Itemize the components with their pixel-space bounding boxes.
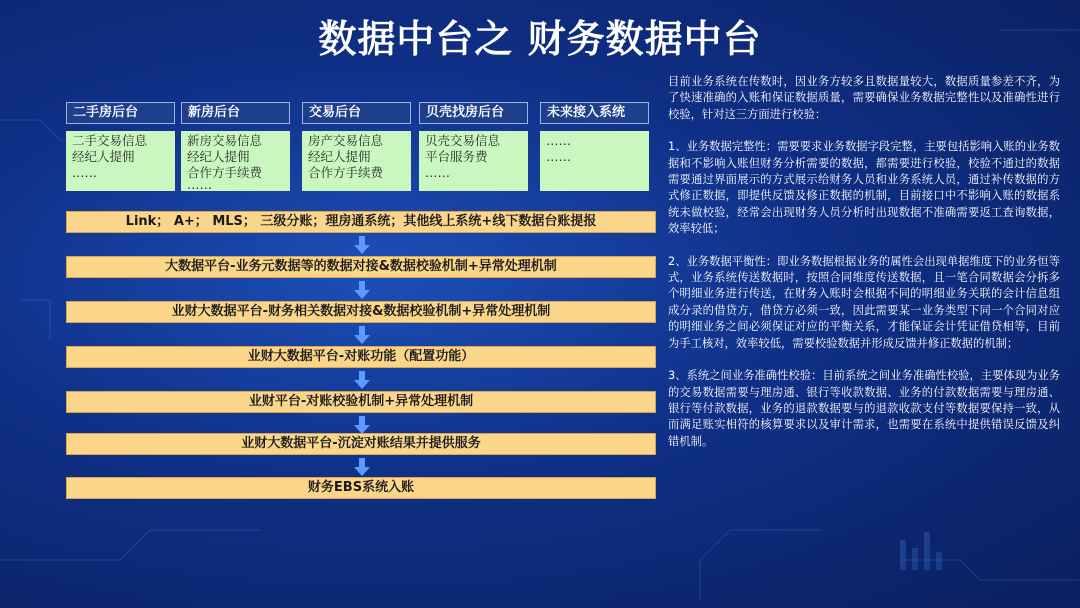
source-header-transaction: 交易后台 (302, 102, 411, 124)
source-line: 经纪人提佣 (72, 149, 135, 164)
source-line: 房产交易信息 (308, 133, 384, 148)
flow-step-ebs-posting: 财务EBS系统入账 (66, 477, 656, 499)
source-box-transaction (302, 131, 411, 191)
source-line: 贝壳交易信息 (425, 133, 501, 148)
flow-step-bigdata-platform: 大数据平台-业务元数据等的数据对接&数据校验机制+异常处理机制 (66, 256, 656, 278)
source-line: …… (72, 165, 97, 180)
description-intro: 目前业务系统在传数时，因业务方较多且数据量较大，数据质量参差不齐，为了快速准确的入账和保证数据质量，需要确保业务数据完整性以及准确性进行校验，针对这三方面进行校验： (668, 75, 1060, 121)
flow-step-results-service: 业财大数据平台-沉淀对账结果并提供服务 (66, 433, 656, 455)
description-accuracy: 3、系统之间业务准确性校验：目前系统之间业务准确性校验，主要体现为业务的交易数据需要与理房通、银行等收款数据、业务的付款数据需要与理房通、银行等付款数据，业务的退款数据要与的退款收款支付等数据要保持一致，从而满足账实相符的核算要求以及审计需求，也需要在系统中提供错误反馈及纠错机制。 (668, 369, 1060, 448)
source-line: 经纪人提佣 (187, 149, 250, 164)
page-title: 数据中台之 财务数据中台 (318, 17, 762, 61)
source-line: 二手交易信息 (72, 133, 148, 148)
flow-step-data-sources: Link； A+； MLS； 三级分账；理房通系统；其他线上系统+线下数据台账提报 (66, 211, 656, 233)
source-line: 平台服务费 (425, 149, 488, 164)
source-line: 经纪人提佣 (308, 149, 371, 164)
description-panel (668, 74, 1060, 466)
source-line: …… (425, 165, 450, 180)
down-arrow-icon (354, 236, 370, 254)
down-arrow-icon (354, 416, 370, 434)
source-line: …… (546, 149, 571, 164)
source-header-future: 未来接入系统 (540, 102, 649, 124)
source-box-future (540, 131, 649, 191)
source-box-secondhand (66, 131, 175, 191)
source-header-newhome: 新房后台 (181, 102, 290, 124)
source-header-beike: 贝壳找房后台 (419, 102, 528, 124)
flow-step-finance-data-docking: 业财大数据平台-财务相关数据对接&数据校验机制+异常处理机制 (66, 301, 656, 323)
flow-step-reconciliation-config: 业财大数据平台-对账功能（配置功能） (66, 346, 656, 368)
flow-step-reconciliation-check: 业财平台-对账校验机制+异常处理机制 (66, 391, 656, 413)
description-completeness: 1、业务数据完整性：需要要求业务数据字段完整，主要包括影响入账的业务数据和不影响入账但财务分析需要的数据，都需要进行校验，校验不通过的数据需要通过界面展示的方式展示给财务人员和业务系统人员，通过补传数据的方式修正数据，即提供反馈及修正数据的机制，目前接口中不影响入账的数据系统未做校验，经常会出现财务人员分析时出现数据不准确需要返工查询数据，效率较低； (668, 140, 1060, 236)
source-line: 合作方手续费 (308, 165, 384, 180)
down-arrow-icon (354, 371, 370, 389)
down-arrow-icon (354, 458, 370, 476)
description-balance: 2、业务数据平衡性：即业务数据根据业务的属性会出现单据维度下的业务恒等式，业务系统传送数据时，按照合同维度传送数据，且一笔合同数据会分拆多个明细业务进行传送，在财务入账时会根据不同的明细业务关联的会计信息组成分录的借贷方，借贷方必须一致，因此需要某一业务类型下同一个合同对应的明细业务之间必须保证对应的平衡关系，才能保证会计凭证借贷相等，目前为手工核对，效率较低，需要校验数据并形成反馈并修正数据的机制； (668, 254, 1060, 350)
source-header-secondhand: 二手房后台 (66, 102, 175, 124)
source-line: …… (546, 133, 571, 148)
source-line: …… (187, 177, 212, 191)
source-line: 合作方手续费 (187, 165, 263, 180)
down-arrow-icon (354, 326, 370, 344)
down-arrow-icon (354, 281, 370, 299)
source-box-newhome (181, 131, 290, 191)
source-line: 新房交易信息 (187, 133, 263, 148)
source-box-beike (419, 131, 528, 191)
